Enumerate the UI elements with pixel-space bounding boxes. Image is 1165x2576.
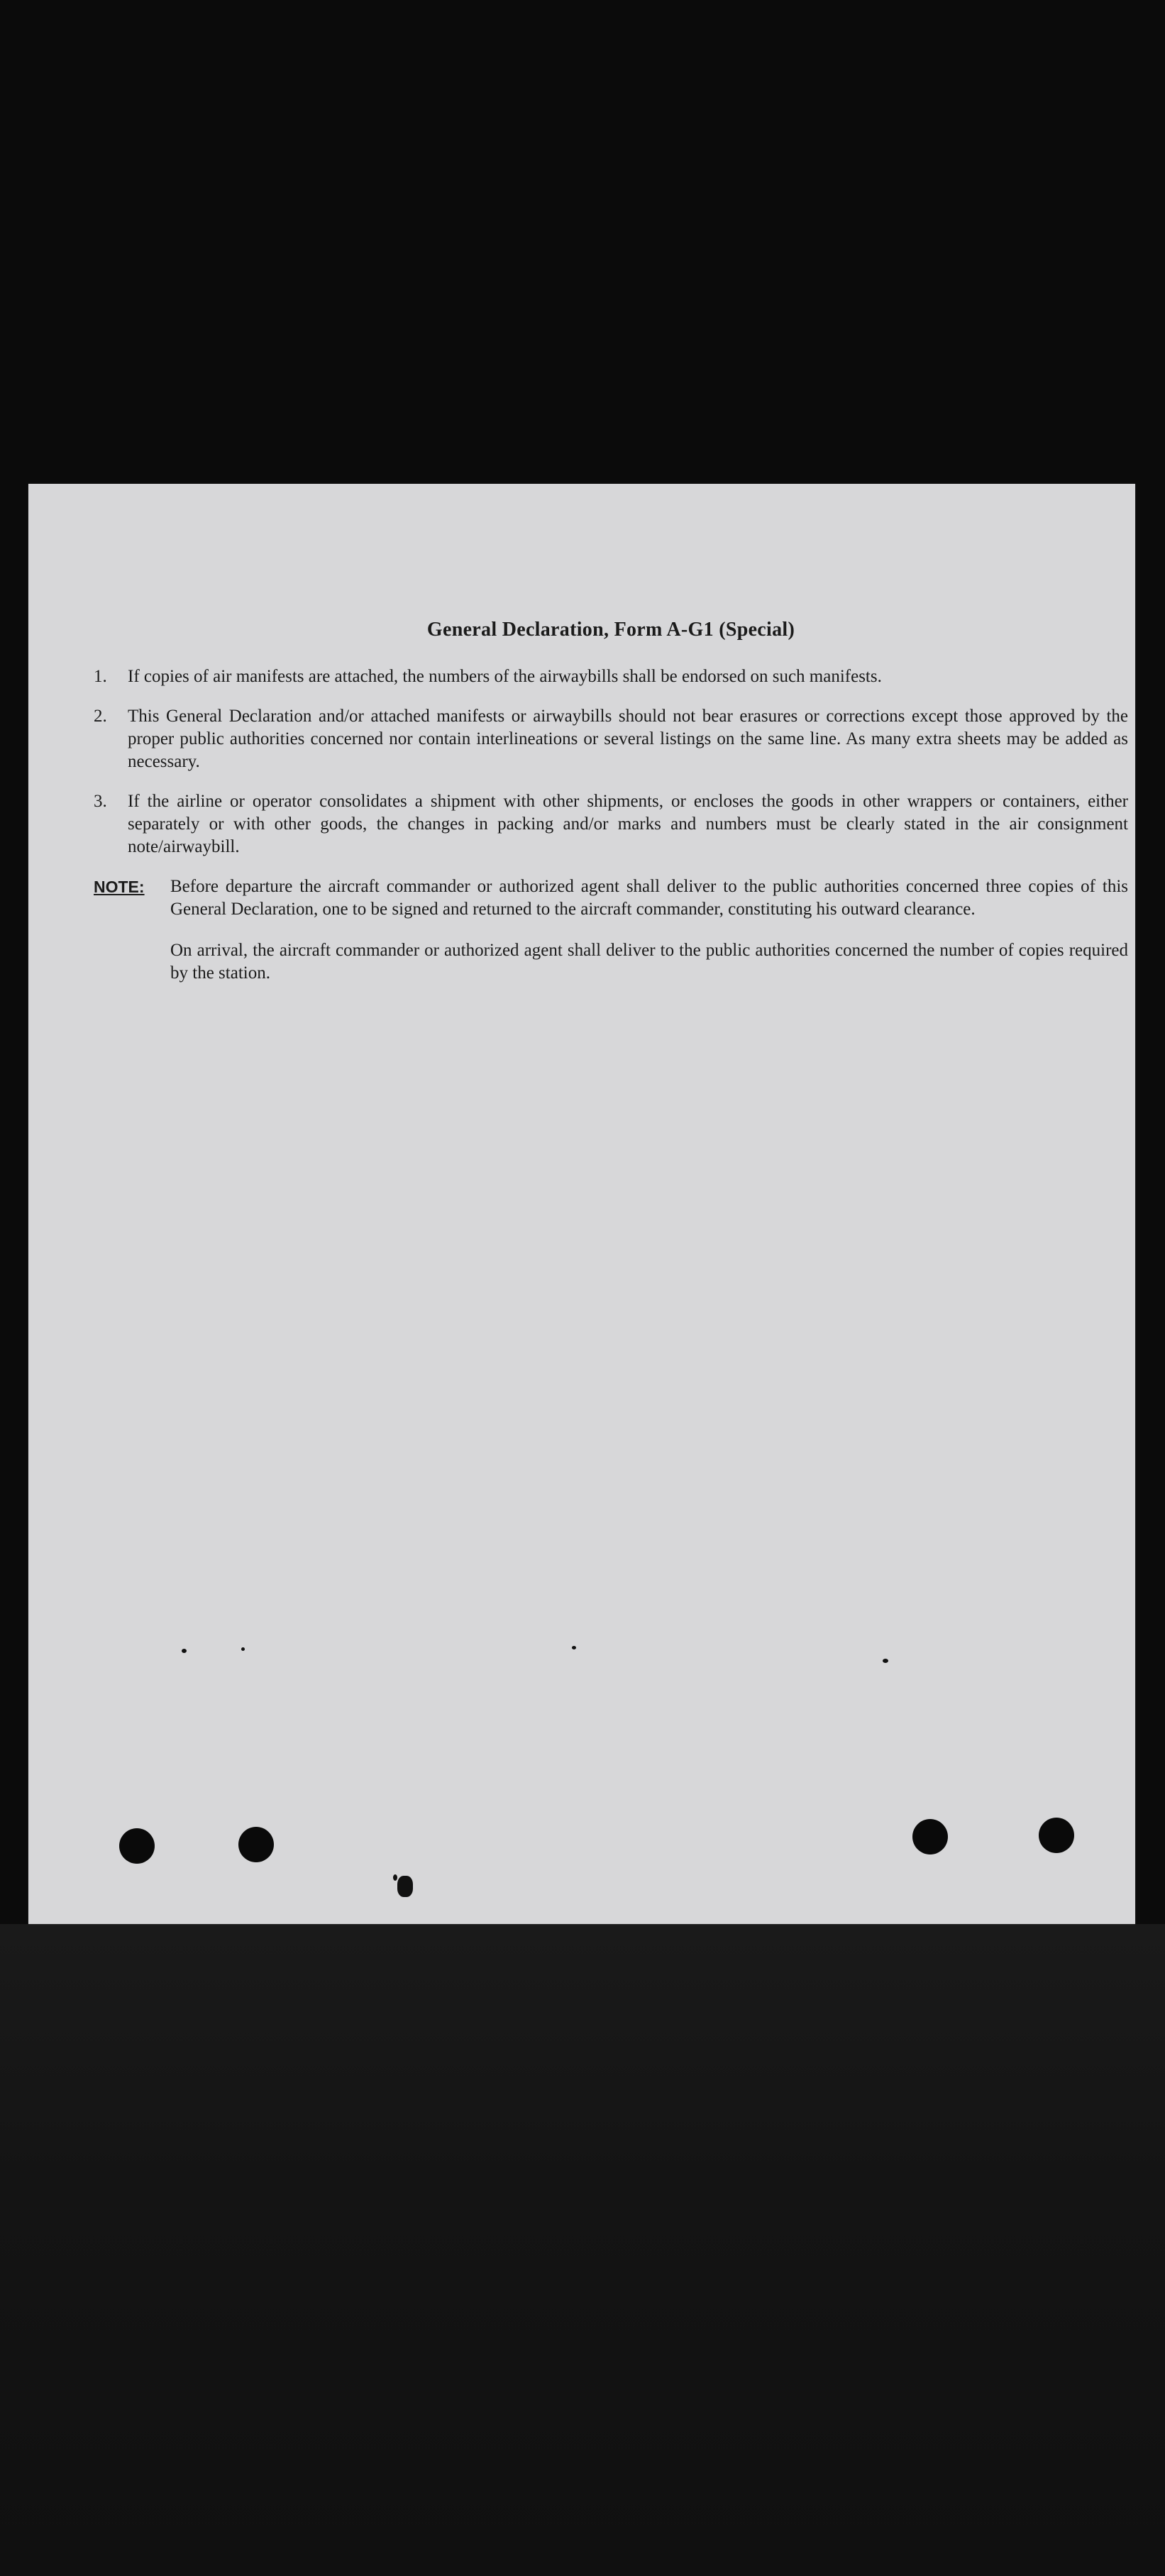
list-item <box>94 705 1128 773</box>
note-block <box>94 875 1128 985</box>
note-label: NOTE: <box>94 878 145 896</box>
list-item <box>94 790 1128 858</box>
scan-speck <box>572 1646 576 1649</box>
punch-hole <box>238 1827 274 1862</box>
note-paragraph: Before departure the aircraft commander or authorized agent shall deliver to the public authorities concerned three copies of this General Declaration, one to be signed and returned to the aircraft commander, constituting his outward clearance. <box>170 877 1128 919</box>
note-paragraph: On arrival, the aircraft commander or authorized agent shall deliver to the public authorities concerned the number of copies required by the station. <box>170 941 1128 983</box>
scan-speck <box>883 1659 888 1663</box>
scan-speck <box>182 1649 187 1653</box>
scan-speck <box>393 1874 397 1881</box>
punch-hole <box>119 1828 155 1864</box>
item-number: 3. <box>94 792 107 811</box>
scan-speck <box>241 1647 245 1651</box>
item-number: 2. <box>94 707 107 726</box>
item-text: This General Declaration and/or attached manifests or airwaybills should not bear erasures or corrections except those approved by the proper public authorities concerned nor contain interlineations or several listings on the same line. As many extra sheets may be added as necessary. <box>128 707 1128 771</box>
document-title: General Declaration, Form A-G1 (Special) <box>426 619 795 641</box>
item-number: 1. <box>94 667 107 686</box>
list-item <box>94 665 1128 688</box>
punch-hole <box>912 1819 948 1854</box>
punch-hole <box>1039 1818 1074 1853</box>
document-page <box>28 484 1135 1924</box>
item-text: If the airline or operator consolidates a shipment with other shipments, or encloses the goods in other wrappers or containers, either separately or with other goods, the changes in packing and/or marks and numbers must be clearly stated in the air consignment note/airwaybill. <box>128 792 1128 856</box>
item-text: If copies of air manifests are attached, the numbers of the airwaybills shall be endorsed on such manifests. <box>128 667 882 686</box>
document-content <box>94 619 1128 1003</box>
scan-backdrop <box>0 1924 1165 2576</box>
scan-speck <box>397 1876 413 1897</box>
